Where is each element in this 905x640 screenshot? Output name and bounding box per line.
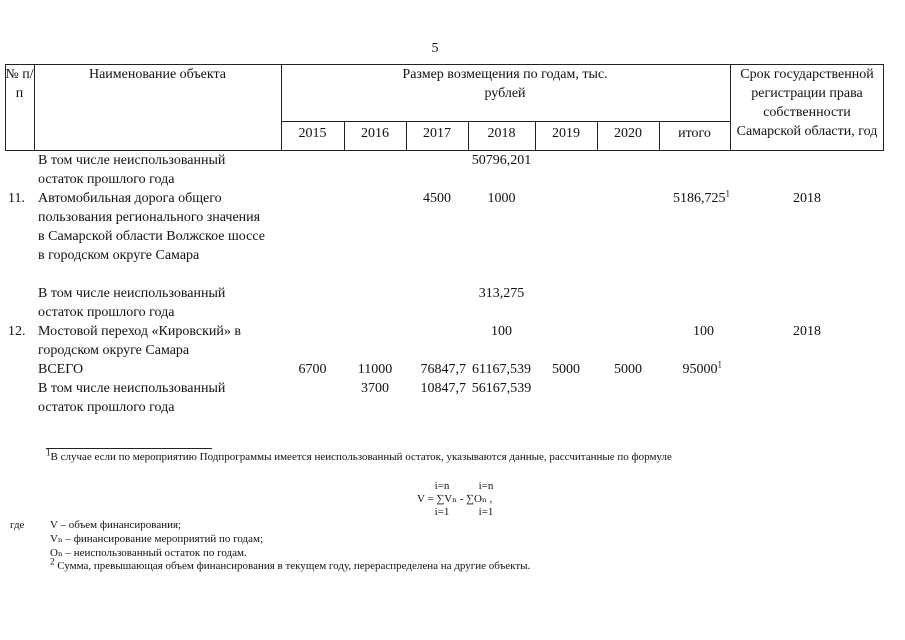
definition-vn: Vₙ – финансирование мероприятий по годам; [50,533,264,545]
cell-2018: 61167,539 [472,362,531,377]
footnote-mark: 2 [50,556,55,567]
cell-2018: 100 [491,324,512,339]
row-num: 11. [8,191,25,206]
definition-on: Oₙ – неиспользованный остаток по годам. [50,547,247,559]
cell-2018: 1000 [487,191,516,206]
total-value: 5186,725 [673,191,726,206]
header-year-2017: 2017 [423,126,451,141]
header-year-2015: 2015 [298,126,327,141]
cell-2018: 50796,201 [471,153,532,168]
row-name: В том числе неиспользованный остаток прошлого года [38,381,226,415]
formula-upper-limit: i=n [434,480,450,492]
row-name: ВСЕГО [38,362,84,377]
cell-total [640,189,730,208]
cell-total [640,360,722,379]
footnote-1 [46,447,806,464]
cell-total: 100 [693,324,714,339]
header-total: итого [678,126,711,141]
cell-term: 2018 [793,191,821,206]
header-amount: Размер возмещения по годам, тыс. рублей [402,67,608,101]
row-name: В том числе неиспользованный остаток прошлого года [38,286,226,320]
cell-2017: 4500 [423,191,451,206]
footnote-2 [50,556,810,573]
footnote-separator [46,448,212,449]
cell-2019: 5000 [552,362,580,377]
footnote-ref: 1 [717,359,722,370]
table-right-border [883,64,884,151]
header-year-2018: 2018 [487,126,516,141]
header-year-2020: 2020 [614,126,642,141]
formula-lower-limit: i=1 [434,506,450,518]
cell-2016: 11000 [357,362,393,377]
formula-upper-limit: i=n [478,480,494,492]
total-value: 95000 [682,362,718,377]
row-name: Мостовой переход «Кировский» в городском округе Самара [38,324,241,358]
years-row-border [281,121,730,122]
definition-v: V – объем финансирования; [50,519,182,531]
cell-2018: 56167,539 [471,381,532,396]
page-number: 5 [431,41,439,56]
row-name: В том числе неиспользованный остаток прошлого года [38,153,226,187]
cell-2020: 5000 [614,362,642,377]
cell-2018: 313,275 [478,286,525,301]
cell-2016: 3700 [361,381,389,396]
cell-2017: 76847,7 [420,362,466,377]
header-term: Срок государственной регистрации права собственности Самарской области, год [736,67,878,139]
header-year-2016: 2016 [361,126,389,141]
cell-term: 2018 [793,324,821,339]
header-num: № п/п [5,67,34,101]
cell-2017: 10847,7 [420,381,466,396]
where-label: где [10,519,25,531]
formula: V = ∑Vₙ - ∑Oₙ , [417,493,493,505]
header-year-2019: 2019 [552,126,580,141]
row-num: 12. [8,324,26,339]
row-name: Автомобильная дорога общего пользования регионального значения в Самарской области Волжское шоссе в городском округе Самара [38,191,265,263]
footnote-mark: 1 [46,447,51,458]
footnote-text: В случае если по мероприятию Подпрограммы имеется неиспользованный остаток, указываются данные, рассчитанные по формуле [50,451,672,463]
footnote-text: Сумма, превышающая объем финансирования в текущем году, перераспределена на другие объекты. [57,560,531,572]
formula-lower-limit: i=1 [478,506,494,518]
footnote-ref: 1 [725,188,730,199]
header-name: Наименование объекта [88,67,227,82]
cell-2015: 6700 [298,362,327,377]
